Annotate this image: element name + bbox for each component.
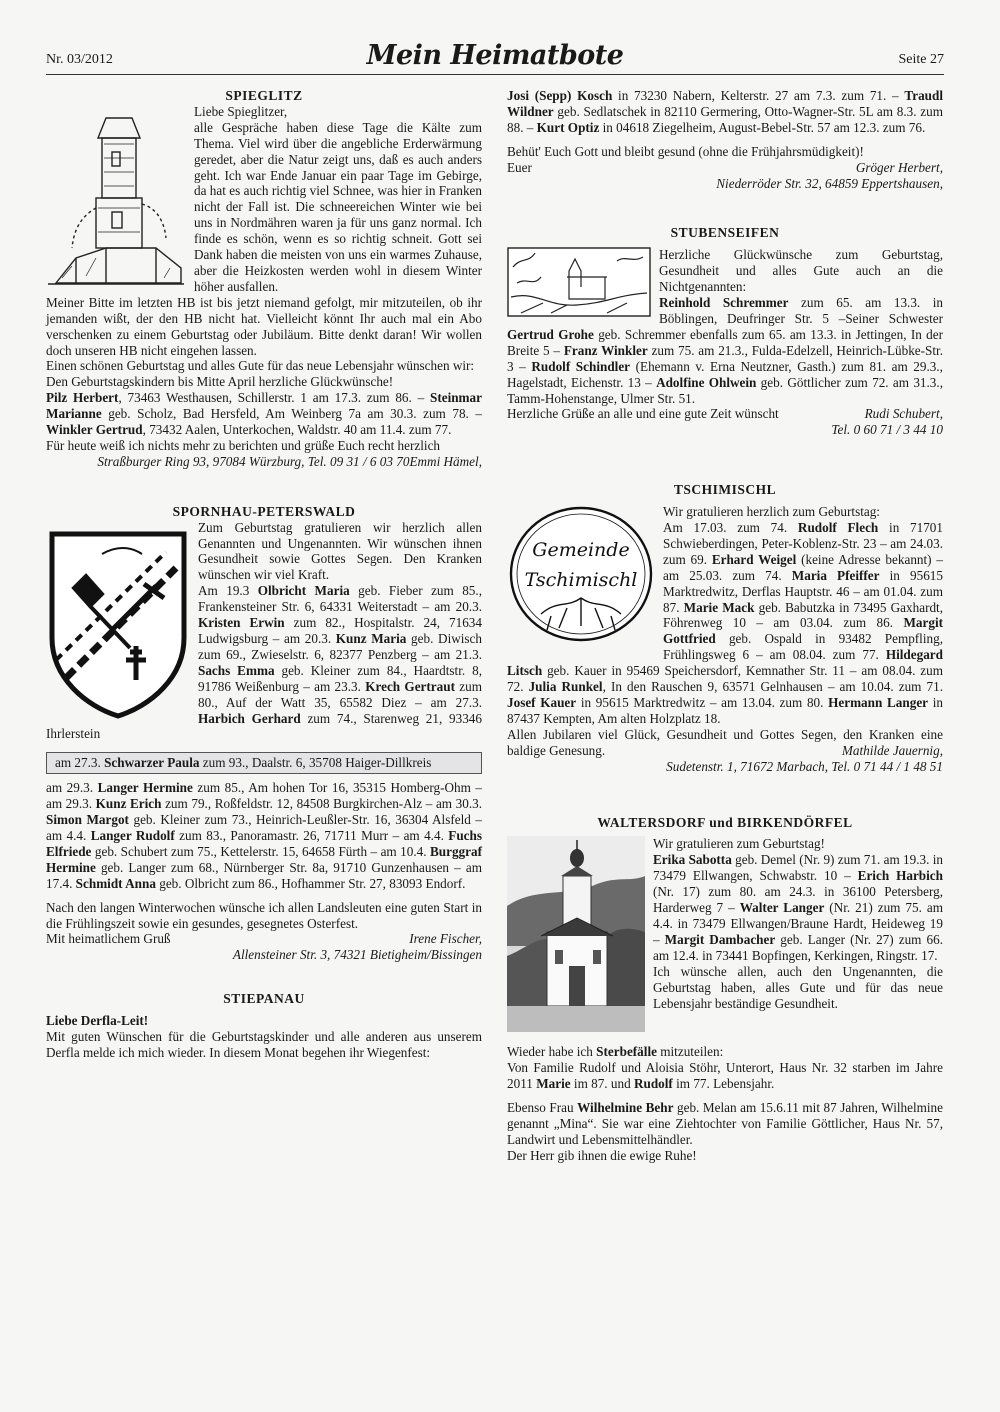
tschimischl-birthdays: Am 17.03. zum 74. Rudolf Flech in 71701 Schwieberdingen, Peter-Koblenz-Str. 23 – am 24.03. zum 69. Erhard Weigel (keine Adresse bekannt) – am 25.03. zum 74. Maria Pfeiffer in 95615 Marktredwitz, Derflas Hauptstr. 46 – am 01.04. zum 87. Marie Mack geb. Babutzka in 73495 Gaxhardt, Föhrenweg 10 – am 03.04. zum 86. Margit Gottfried geb. Ospald in 93482 Pempfling, Frühlingsweg 6 – am 08.04. zum 77. Hildegard Litsch geb. Kauer in 95469 Speichersdorf, Kemnather Str. 11 – am 08.04. zum 72. Julia Runkel, In den Rauschen 9, 63571 Gelnhausen – am 10.04. zum 71. Josef Kauer in 95615 Marktredwitz – am 13.04. zum 80. Hermann Langer in 87437 Kempten, Am alten Holzplatz 18.: [507, 520, 944, 726]
signature-name: Mathilde Jauernig,: [841, 742, 943, 758]
section-stiepanau: [46, 991, 482, 1061]
section-tschimischl: [507, 482, 943, 774]
page-number: Seite 27: [898, 52, 944, 67]
section-title: WALTERSDORF und BIRKENDÖRFEL: [597, 814, 853, 830]
signature-address: Straßburger Ring 93, 97084 Würzburg, Tel. 09 31 / 6 03 70: [97, 453, 410, 469]
deaths-stoehr: Von Familie Rudolf und Aloisia Stöhr, Unterort, Haus Nr. 32 starben im Jahre 2011 Marie im 87. und Rudolf im 77. Lebensjahr.: [507, 1060, 943, 1092]
signature-address: Niederröder Str. 32, 64859 Eppertshausen,: [716, 175, 943, 191]
signature-address: Allensteiner Str. 3, 74321 Bietigheim/Bissingen: [232, 947, 482, 963]
spornhau-greeting: Mit heimatlichem Gruß Irene Fischer,: [46, 931, 482, 947]
right-column: [507, 88, 943, 1164]
deaths-intro: Wieder habe ich Sterbefälle mitzuteilen:: [507, 1044, 724, 1060]
section-title: SPORNHAU-PETERSWALD: [172, 503, 356, 519]
spieglitz-paragraph-4: Den Geburtstagskindern bis Mitte April herzliche Glückwünsche!: [46, 374, 394, 390]
section-stiepanau-continued: [507, 88, 943, 191]
stiepanau-salutation: Liebe Derfla-Leit!: [46, 1013, 149, 1029]
section-spieglitz: [46, 88, 482, 470]
signature-name: Rudi Schubert,: [864, 406, 943, 422]
tower-illustration: [46, 108, 186, 286]
highlight-box: am 27.3. Schwarzer Paula zum 93., Daalstr. 6, 35708 Haiger-Dillkreis: [46, 752, 482, 774]
deaths-blessing: Der Herr gib ihnen die ewige Ruhe!: [507, 1147, 697, 1163]
spieglitz-closing: Für heute weiß ich nichts mehr zu berichten und grüße Euch recht herzlich Emmi Hämel,: [46, 437, 482, 469]
signature-name: Emmi Hämel,: [409, 453, 482, 469]
section-title: TSCHIMISCHL: [673, 482, 777, 498]
spieglitz-paragraph-2: Meiner Bitte im letzten HB ist bis jetzt niemand gefolgt, mir mitzuteilen, ob ihr jemanden wißt, der den HB nicht hat. Vielleicht könnt Ihr auch mal ein Abo verschenken zu einem Geburtstag oder Jubiläum. Bitte denkt daran! Wir wollen doch unseren HB nicht eingehen lassen.: [46, 294, 482, 358]
village-church-sketch: [507, 247, 651, 317]
waltersdorf-wish: Ich wünsche allen, auch den Ungenannten, die Geburtstag haben, alles Gute und für das neue Lebensjahr beständige Gesundheit.: [653, 963, 943, 1011]
signature-phone: Tel. 0 60 71 / 3 44 10: [831, 422, 943, 438]
masthead-title: Mein Heimatbote: [366, 40, 624, 71]
stiepanau-euer: Euer Gröger Herbert,: [507, 159, 943, 175]
coat-of-arms-image: [46, 528, 190, 720]
section-spornhau: [46, 504, 482, 963]
stubenseifen-birthdays: Reinhold Schremmer zum 65. am 13.3. in Böblingen, Deufringer Str. 5 –Seiner Schwester Gertrud Grohe geb. Schremmer ebenfalls zum 65. am 13.3. in Jettingen, In der Breite 5 – Franz Winkler zum 75. am 21.3., Fulda-Edelzell, Heinrich-Lübke-Str. 3 – Rudolf Schindler (Ehemann v. Erna Neutzner, Gasth.) zum 81. am 29.3., Hagelstadt, Eichenstr. 13 – Adolfine Ohlwein geb. Göttlicher zum 72. am 31.3., Tamm-Hohenstange, Ulmer Str. 51.: [507, 295, 944, 406]
waltersdorf-birthdays: Erika Sabotta geb. Demel (Nr. 9) zum 71. am 19.3. in 73479 Ellwangen, Schwabstr. 10 – Erich Harbich (Nr. 17) zum 80. am 24.3. in 36100 Petersberg, Harderweg 7 – Walter Langer (Nr. 21) zum 75. am 4.4. in 73479 Ellwangen/Braune Hardt, Heideweg 19 – Margit Dambacher geb. Langer (Nr. 27) zum 66. am 12.4. in 73441 Bopfingen, Kerkingen, Ringstr. 17.: [653, 852, 943, 963]
section-title: STIEPANAU: [223, 991, 305, 1007]
stiepanau-birthdays: Josi (Sepp) Kosch in 73230 Nabern, Kelterstr. 27 am 7.3. zum 71. – Traudl Wildner geb. Sedlatschek in 82110 Germering, Otto-Wagner-Str. 5L am 8.3. zum 88. – Kurt Optiz in 04618 Ziegelheim, August-Bebel-Str. 57 am 12.3. zum 76.: [507, 88, 944, 135]
section-title: SPIEGLITZ: [225, 88, 303, 103]
spornhau-birthdays-more: am 29.3. Langer Hermine zum 85., Am hohen Tor 16, 35315 Homberg-Ohm – am 29.3. Kunz Erich zum 79., Roßfeldstr. 12, 84508 Burgkirchen-Alz – am 30.3. Simon Margot geb. Kleiner zum 73., Heinrich-Leußler-Str. 16, 36304 Alsfeld – am 4.4. Langer Rudolf zum 83., Panoramastr. 26, 71711 Murr – am 4.4. Fuchs Elfriede geb. Schubert zum 75., Kettelerstr. 15, 64658 Fürth – am 10.4. Burggraf Hermine geb. Langer zum 68., Nürnberger Str. 8a, 91710 Gunzenhausen – am 17.4. Schmidt Anna geb. Olbricht zum 86., Hofhammer Str. 27, 83093 Endorf.: [46, 780, 483, 891]
spornhau-intro: Zum Geburtstag gratulieren wir herzlich allen Genannten und Ungenannten. Wir wünschen ihnen Gesundheit sowie Gottes Segen. Den Kranken wünschen wir viel Kraft.: [198, 519, 482, 583]
spieglitz-salutation: Liebe Spieglitzer,: [194, 103, 288, 119]
stamp-text-line-2: Tschimischl: [524, 569, 638, 592]
spornhau-birthdays: Am 19.3 Olbricht Maria geb. Fieber zum 85., Frankensteiner Str. 6, 64331 Weiterstadt – am 20.3. Kristen Erwin zum 82., Hospitalstr. 24, 71634 Ludwigsburg – am 20.3. Kunz Maria geb. Diwisch zum 69., Zwieselstr. 6, 82377 Penzberg – am 21.3. Sachs Emma geb. Kleiner zum 84., Haardtstr. 8, 91786 Weißenburg – am 23.3. Krech Gertraut zum 80., Auf der Watt 35, 65582 Diez – am 27.3. Harbich Gerhard zum 74., Starenweg 21, 93346 Ihrlerstein: [46, 583, 482, 742]
community-stamp-image: [507, 504, 655, 644]
chapel-photo: [507, 836, 645, 1032]
page-header: [46, 40, 944, 75]
spornhau-closing: Nach den langen Winterwochen wünsche ich allen Landsleuten eine guten Start in die Frühlingszeit sowie ein gesundes, gesegnetes Osterfest.: [46, 899, 482, 931]
tschimischl-intro: Wir gratulieren herzlich zum Geburtstag:: [663, 504, 880, 520]
spieglitz-paragraph-3: Einen schönen Geburtstag und alles Gute für das neue Lebensjahr wünschen wir:: [46, 358, 475, 374]
stiepanau-paragraph: Mit guten Wünschen für die Geburtstagskinder und alle anderen aus unserem Derfla melde ich mich wieder. In diesem Monat begehen ihr Wiegenfest:: [46, 1029, 482, 1060]
issue-number: Nr. 03/2012: [46, 52, 113, 67]
signature-address: Sudetenstr. 1, 71672 Marbach, Tel. 0 71 44 / 1 48 51: [666, 758, 943, 774]
waltersdorf-intro: Wir gratulieren zum Geburtstag!: [653, 836, 825, 852]
left-column: [46, 88, 482, 1061]
section-stubenseifen: [507, 225, 943, 438]
stamp-text-line-1: Gemeinde: [532, 539, 630, 562]
stubenseifen-intro: Herzliche Glückwünsche zum Geburtstag, Gesundheit und alles Gute auch an die Nichtgenannten:: [659, 247, 943, 295]
deaths-behr: Ebenso Frau Wilhelmine Behr geb. Melan am 15.6.11 mit 87 Jahren, Wilhelmine genannt „Mina“. Sie war eine Ziehtochter von Familie Göttlicher, Haus Nr. 57, Landwirt und Lebensmittelhändler.: [507, 1100, 944, 1147]
section-title: STUBENSEIFEN: [670, 225, 780, 241]
stubenseifen-closing: Herzliche Grüße an alle und eine gute Zeit wünscht Rudi Schubert,: [507, 406, 943, 422]
section-waltersdorf: [507, 815, 943, 1164]
signature-name: Irene Fischer,: [409, 931, 482, 947]
stiepanau-closing: Behüt' Euch Gott und bleibt gesund (ohne die Frühjahrsmüdigkeit)!: [507, 143, 864, 159]
spieglitz-paragraph-1: alle Gespräche haben diese Tage die Kälte zum Thema. Viel wird über die angebliche Erderwärmung geredet, aber die Natur zeigt uns, daß es auch anders geht. Ich war Ende Januar ein paar Tage im Gebirge, da hat es auch richtig viel Schnee, was hier in Franken nicht der Fall ist. Die schneereichen Winter wie bei uns in Nordmähren waren ja für uns ganz normal. Ich finde es schön, wenn es so richtig schneit. Gott sei Dank haben die meisten von uns ein warmes Zuhause, aber die Heizkosten werden wohl in diesem Winter höher ausfallen.: [194, 119, 482, 294]
signature-name: Gröger Herbert,: [855, 159, 943, 175]
spieglitz-birthdays: Pilz Herbert, 73463 Westhausen, Schillerstr. 1 am 17.3. zum 86. – Steinmar Marianne geb. Scholz, Bad Hersfeld, Am Weinberg 7a am 30.3. zum 78. – Winkler Gertrud, 73432 Aalen, Unterkochen, Waldstr. 40 am 11.4. zum 77.: [46, 390, 482, 438]
tschimischl-closing: Allen Jubilaren viel Glück, Gesundheit und Gottes Segen, den Kranken eine baldige Genesung. Mathilde Jauernig,: [507, 726, 943, 758]
